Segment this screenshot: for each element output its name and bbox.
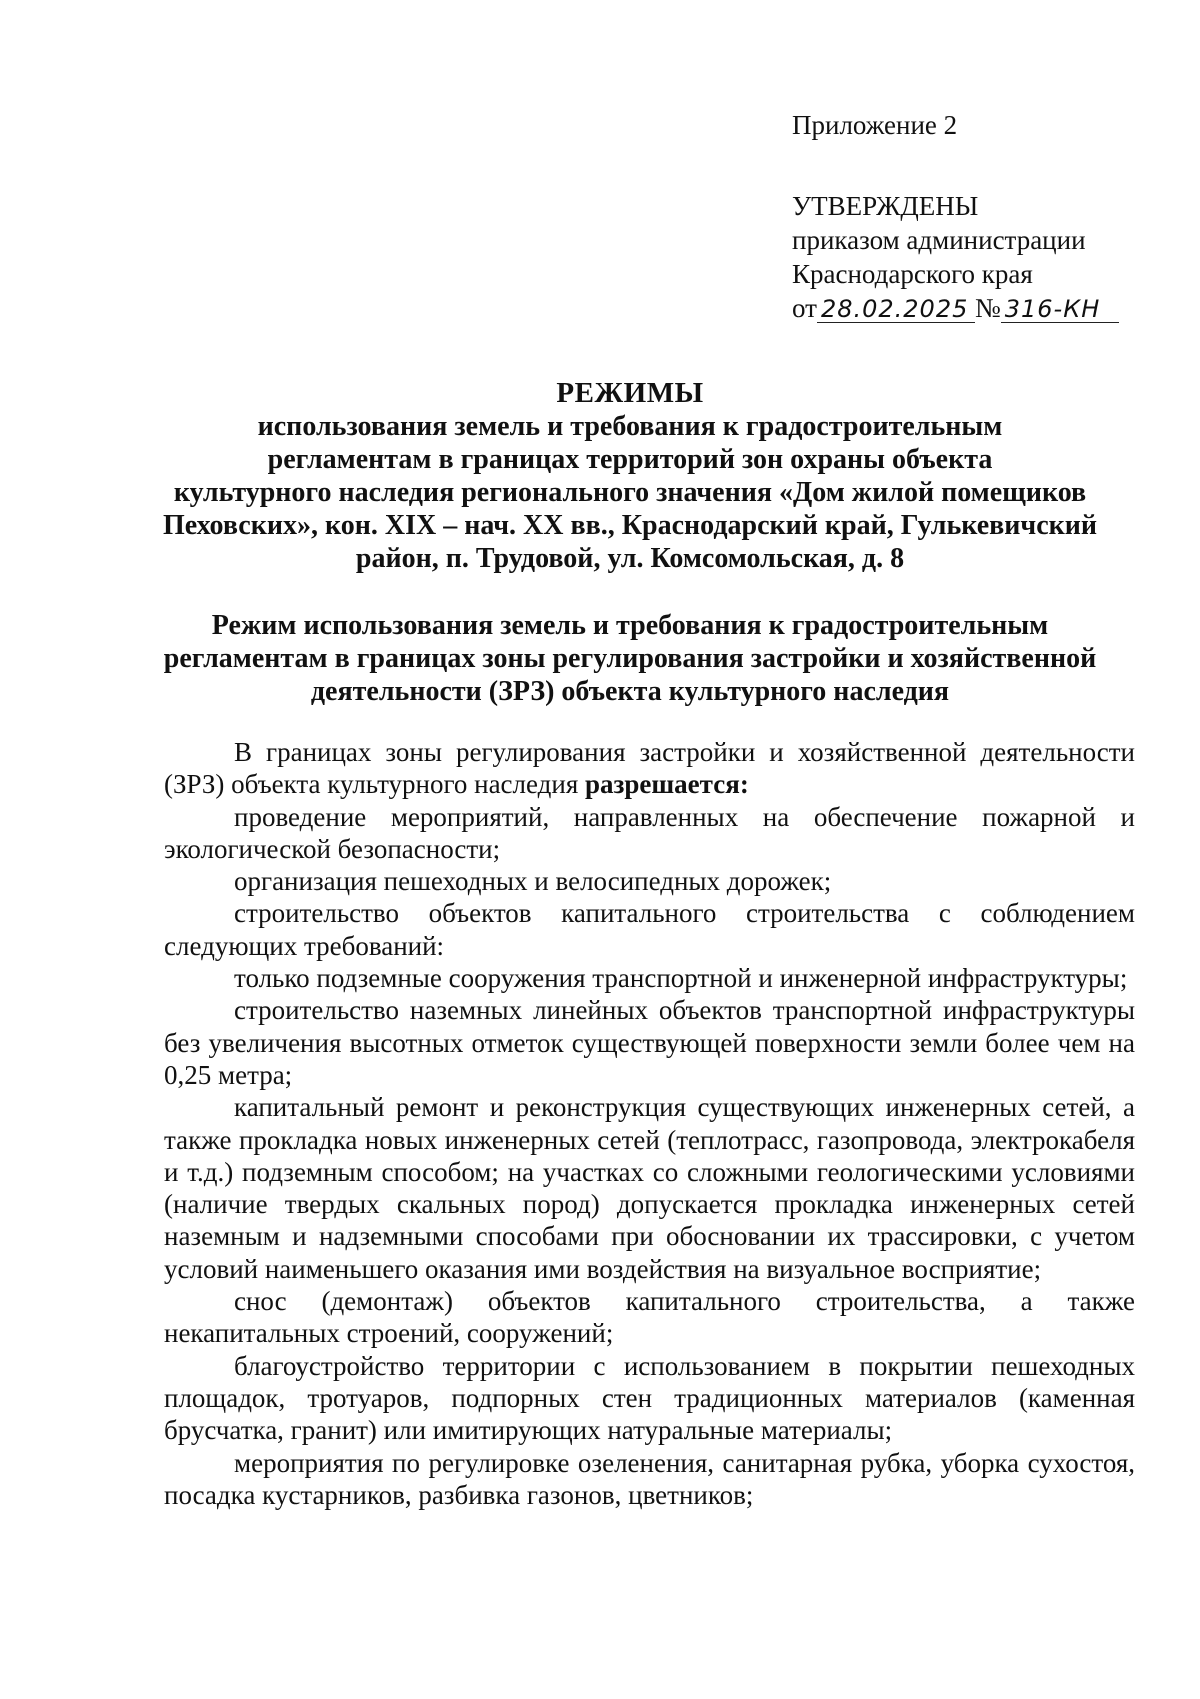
title-line: Пеховских», кон. XIX – нач. XX вв., Краснодарский край, Гулькевичский: [162, 510, 1098, 541]
body-paragraph: мероприятия по регулировке озеленения, санитарная рубка, уборка сухостоя, посадка кустарников, разбивка газонов, цветников;: [164, 1447, 1135, 1510]
title-line: район, п. Трудовой, ул. Комсомольская, д. 8: [355, 543, 905, 574]
intro-text: В границах зоны регулирования застройки и хозяйственной деятельности (ЗРЗ) объекта культурного наследия: [164, 737, 1135, 800]
order-line-2: Краснодарского края: [792, 259, 1033, 289]
body-paragraph: строительство наземных линейных объектов транспортной инфраструктуры без увеличения высотных отметок существующей поверхности земли более чем на 0,25 метра;: [164, 995, 1135, 1090]
title-line: культурного наследия регионального значения «Дом жилой помещиков: [173, 477, 1087, 508]
body-text: [164, 736, 1135, 1511]
body-paragraph: проведение мероприятий, направленных на обеспечение пожарной и экологической безопасности;: [164, 801, 1135, 864]
section-title: [150, 609, 1110, 708]
approved-label: УТВЕРЖДЕНЫ: [792, 191, 979, 221]
section-title-line: регламентам в границах зоны регулирования застройки и хозяйственной: [163, 643, 1097, 674]
body-paragraph: благоустройство территории с использованием в покрытии пешеходных площадок, тротуаров, подпорных стен традиционных материалов (каменная брусчатка, гранит) или имитирующих натуральные материалы;: [164, 1350, 1135, 1446]
title-line: использования земель и требования к градостроительным: [257, 411, 1003, 442]
document-title: [150, 377, 1110, 575]
date-prefix: от: [792, 293, 817, 323]
body-paragraph: только подземные сооружения транспортной и инженерной инфраструктуры;: [234, 963, 1128, 994]
handwritten-number: 316-КН: [1001, 296, 1119, 323]
order-line-1: приказом администрации: [792, 225, 1086, 255]
handwritten-date: 28.02.2025: [817, 296, 975, 323]
body-paragraph: организация пешеходных и велосипедных дорожек;: [234, 866, 832, 897]
intro-paragraph: [164, 736, 1135, 801]
title-heading: РЕЖИМЫ: [556, 377, 704, 409]
number-prefix: №: [974, 293, 1001, 323]
intro-bold: разрешается:: [585, 769, 749, 800]
section-title-line: деятельности (ЗРЗ) объекта культурного наследия: [310, 676, 950, 707]
order-date-number: [792, 291, 1192, 325]
approval-block: [792, 108, 1192, 325]
body-paragraph: снос (демонтаж) объектов капитального строительства, а также некапитальных строений, сооружений;: [164, 1286, 1135, 1349]
title-line: регламентам в границах территорий зон охраны объекта: [267, 444, 993, 475]
appendix-label: Приложение 2: [792, 110, 958, 140]
body-paragraph: капитальный ремонт и реконструкция существующих инженерных сетей, а также прокладка новых инженерных сетей (теплотрасс, газопровода, электрокабеля и т.д.) подземным способом; на участках со сложными геологическими условиями (наличие твердых скальных пород) допускается прокладка инженерных сетей наземным и надземными способами при обосновании их трассировки, с учетом условий наименьшего оказания ими воздействия на визуальное восприятие;: [164, 1092, 1135, 1284]
body-paragraph: строительство объектов капитального строительства с соблюдением следующих требований:: [164, 898, 1135, 961]
section-title-line: Режим использования земель и требования к градостроительным: [211, 610, 1049, 641]
